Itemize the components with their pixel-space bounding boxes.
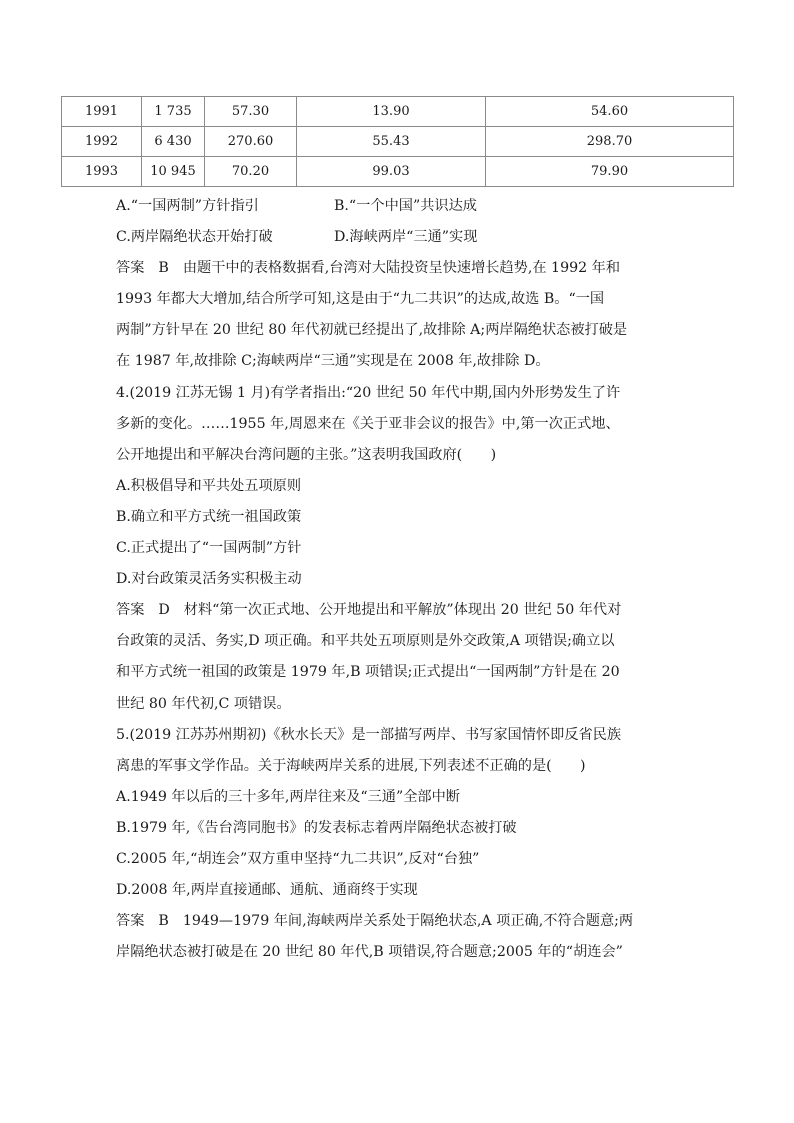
q3-options-row-1 <box>116 191 686 222</box>
table-cell: 55.43 <box>297 127 486 157</box>
explanation-text: 1949—1979 年间,海峡两岸关系处于隔绝状态,A 项正确,不符合题意;两 <box>182 913 634 930</box>
explanation-line: 1993 年都大大增加,结合所学可知,这是由于“九二共识”的达成,故选 B。“一国 <box>116 291 605 308</box>
explanation-text: 由题干中的表格数据看,台湾对大陆投资呈快速增长趋势,在 1992 年和 <box>182 260 621 277</box>
q3-options-row-2 <box>116 222 686 253</box>
q4-option-c: C.正式提出了“一国两制”方针 <box>116 540 302 557</box>
explanation-line: 世纪 80 年代初,C 项错误。 <box>116 695 291 712</box>
q3-option-a: A.“一国两制”方针指引 <box>116 198 259 214</box>
q3-answer-line <box>116 253 686 284</box>
table-row <box>62 97 734 127</box>
table-cell: 1993 <box>62 157 142 187</box>
table-cell: 298.70 <box>486 127 734 157</box>
q4-option-b: B.确立和平方式统一祖国政策 <box>116 508 302 525</box>
q5-option-c: C.2005 年,“胡连会”双方重申坚持“九二共识”,反对“台独” <box>116 850 480 867</box>
answer-letter: B <box>158 260 169 277</box>
investment-table <box>61 96 734 187</box>
q5-option-d: D.2008 年,两岸直接通邮、通航、通商终于实现 <box>116 882 418 899</box>
table-cell: 99.03 <box>297 157 486 187</box>
q5-answer-line <box>116 906 686 937</box>
answer-label: 答案 <box>116 260 145 277</box>
table-cell: 10 945 <box>142 157 205 187</box>
table-row <box>62 157 734 187</box>
body-text <box>116 191 686 968</box>
q3-option-b: B.“一个中国”共识达成 <box>334 198 477 214</box>
q4-option-d: D.对台政策灵活务实积极主动 <box>116 571 302 588</box>
q4-option-a: A.积极倡导和平共处五项原则 <box>116 477 302 494</box>
table-cell: 13.90 <box>297 97 486 127</box>
table-cell: 1991 <box>62 97 142 127</box>
q3-option-c: C.两岸隔绝状态开始打破 <box>116 229 273 246</box>
q4-stem-line: 公开地提出和平解决台湾问题的主张。”这表明我国政府( ) <box>116 446 497 463</box>
answer-label: 答案 <box>116 602 145 619</box>
table-cell: 1992 <box>62 127 142 157</box>
table-cell: 270.60 <box>205 127 297 157</box>
table-cell: 57.30 <box>205 97 297 127</box>
explanation-text: 材料“第一次正式地、公开地提出和平解放”体现出 20 世纪 50 年代对 <box>183 602 622 619</box>
table-cell: 79.90 <box>486 157 734 187</box>
table-cell: 6 430 <box>142 127 205 157</box>
explanation-line: 岸隔绝状态被打破是在 20 世纪 80 年代,B 项错误,符合题意;2005 年的“胡连会” <box>116 944 623 961</box>
q5-option-a: A.1949 年以后的三十多年,两岸往来及“三通”全部中断 <box>116 788 460 805</box>
explanation-line: 两制”方针早在 20 世纪 80 年代初就已经提出了,故排除 A;两岸隔绝状态被打破是 <box>116 322 628 339</box>
q4-stem-line: 4.(2019 江苏无锡 1 月)有学者指出:“20 世纪 50 年代中期,国内外形势发生了许 <box>116 384 621 401</box>
q4-answer-line <box>116 595 686 626</box>
table-row <box>62 127 734 157</box>
explanation-line: 在 1987 年,故排除 C;海峡两岸“三通”实现是在 2008 年,故排除 D。 <box>116 353 550 370</box>
table-cell: 70.20 <box>205 157 297 187</box>
answer-letter: D <box>158 602 170 619</box>
explanation-line: 和平方式统一祖国的政策是 1979 年,B 项错误;正式提出“一国两制”方针是在 20 <box>116 664 620 681</box>
q4-stem-line: 多新的变化。……1955 年,周恩来在《关于亚非会议的报告》中,第一次正式地、 <box>116 415 620 432</box>
q5-option-b: B.1979 年,《告台湾同胞书》的发表标志着两岸隔绝状态被打破 <box>116 819 517 836</box>
explanation-line: 台政策的灵活、务实,D 项正确。和平共处五项原则是外交政策,A 项错误;确立以 <box>116 633 615 650</box>
table-cell: 54.60 <box>486 97 734 127</box>
q5-stem-line: 5.(2019 江苏苏州期初)《秋水长天》是一部描写两岸、书写家国情怀即反省民族 <box>116 726 622 743</box>
q5-stem-line: 离患的军事文学作品。关于海峡两岸关系的进展,下列表述不正确的是( ) <box>116 757 586 774</box>
q3-option-d: D.海峡两岸“三通”实现 <box>334 229 478 246</box>
answer-label: 答案 <box>116 913 145 930</box>
table-cell: 1 735 <box>142 97 205 127</box>
answer-letter: B <box>158 913 169 930</box>
